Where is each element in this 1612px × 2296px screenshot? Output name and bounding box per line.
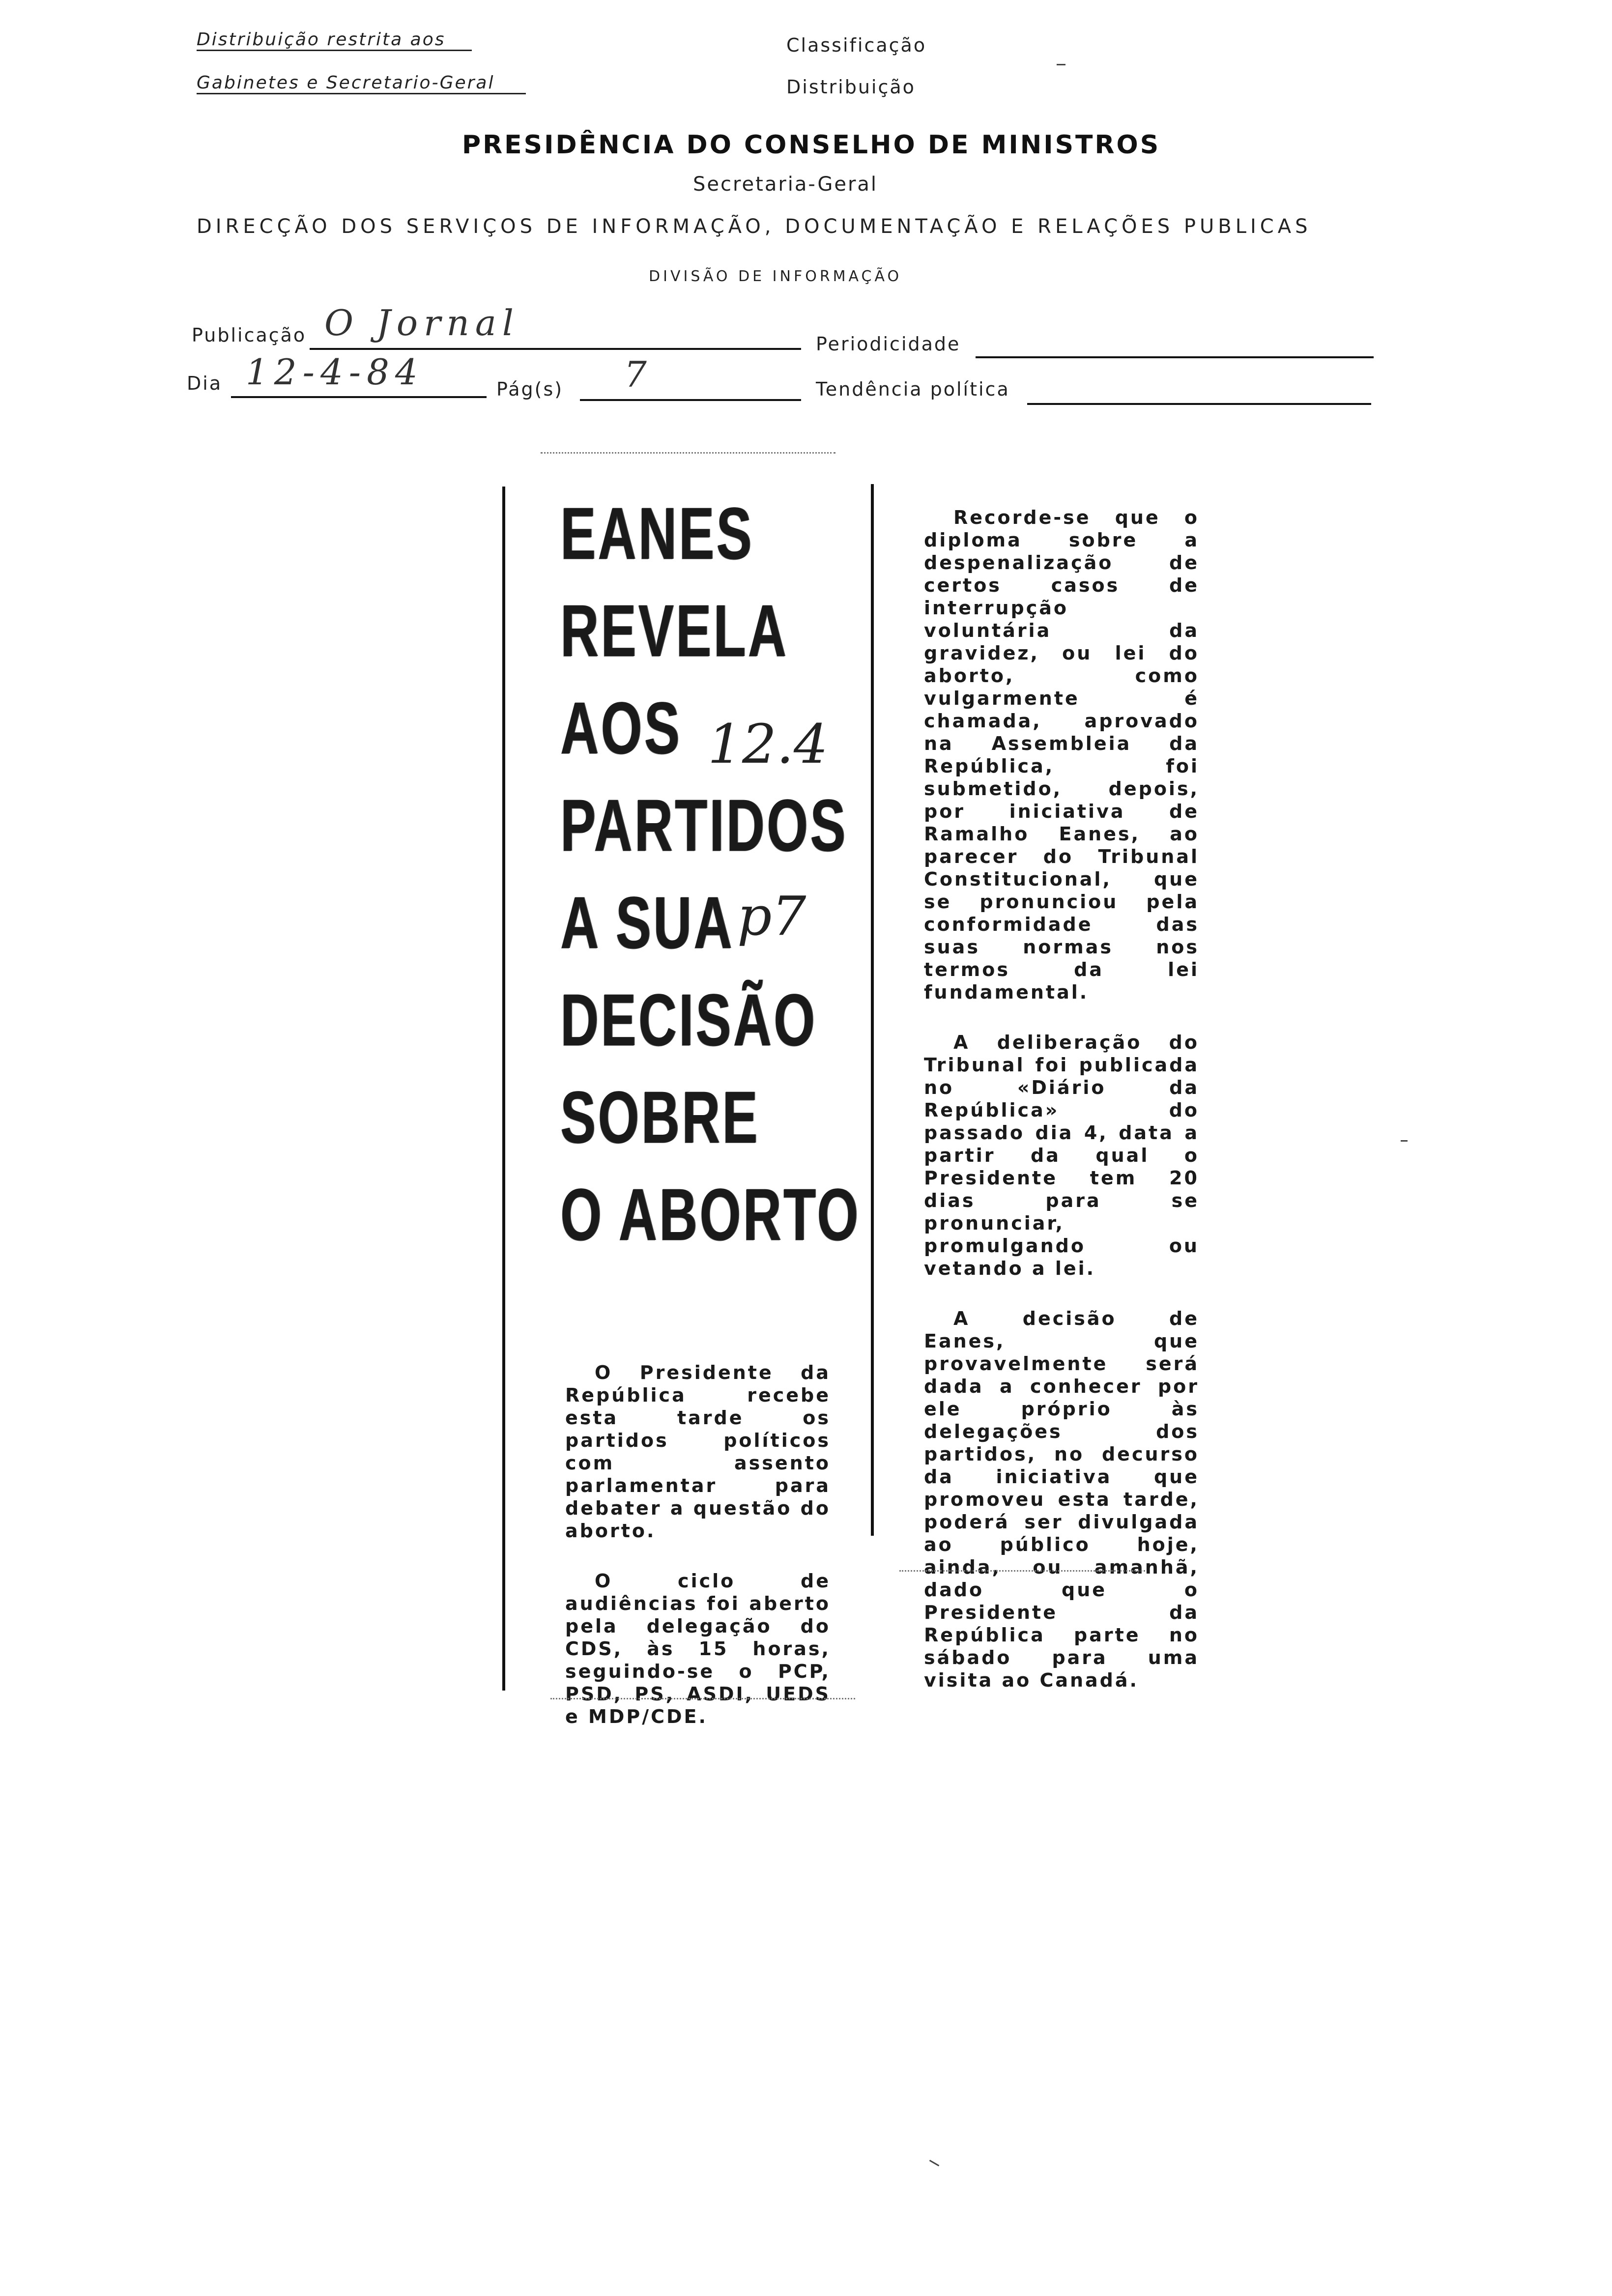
division-label: DIVISÃO DE INFORMAÇÃO [649, 268, 902, 285]
pags-handwritten-value: 7 [624, 354, 653, 395]
secretaria-geral: Secretaria-Geral [693, 173, 878, 196]
clipping-left-rule [502, 487, 505, 1691]
handwritten-annotation: p7 [737, 885, 806, 947]
headline-word: AOS [560, 687, 682, 769]
headline-word: EANES [560, 492, 754, 574]
dia-handwritten-value: 12-4-84 [246, 351, 424, 393]
headline-word: A SUA [560, 881, 734, 964]
headline-word: PARTIDOS [560, 784, 848, 866]
article-paragraph: O ciclo de audiências foi aberto pela delegação do CDS, às 15 horas, seguindo-se o PCP, PSD, PS, ASDI, UEDS e MDP/CDE. [565, 1570, 831, 1727]
classificacao-label: Classificação [786, 34, 927, 56]
pags-label: Pág(s) [496, 378, 564, 400]
periodicidade-field [976, 356, 1374, 358]
dia-field [231, 396, 487, 398]
tendencia-label: Tendência política [816, 378, 1010, 400]
page-title: PRESIDÊNCIA DO CONSELHO DE MINISTROS [462, 130, 1161, 160]
publicacao-handwritten-value: O Jornal [324, 302, 519, 344]
headline [560, 492, 977, 1256]
scan-speck [929, 2160, 940, 2167]
publicacao-field [310, 348, 801, 350]
scan-speck [1401, 1140, 1408, 1142]
clipping-top-edge [541, 452, 835, 454]
distribution-note-line-2: Gabinetes e Secretario-Geral [197, 73, 526, 94]
clipping-bottom-edge [899, 1570, 1145, 1572]
article-paragraph: A decisão de Eanes, que provavelmente será dada a conhecer por ele próprio às delegações dos partidos, no decurso da iniciativa que promoveu esta tarde, poderá ser divulgada ao público hoje, ainda, ou amanhã, dado que o Presidente da República parte no sábado para uma visita ao Canadá. [924, 1308, 1199, 1691]
clipping-bottom-edge [550, 1698, 855, 1699]
handwritten-annotation: 12.4 [708, 713, 828, 775]
article-paragraph: A deliberação do Tribunal foi publicada no «Diário da República» do passado dia 4, data a partir da qual o Presidente tem 20 dias para se pronunciar, promulgando ou vetando a lei. [924, 1032, 1199, 1279]
article-paragraph: Recorde-se que o diploma sobre a despenalização de certos casos de interrupção voluntária da gravidez, ou lei do aborto, como vulgarmente é chamada, aprovado na Assembleia da República, foi submetido, depois, por iniciativa de Ramalho Eanes, ao parecer do Tribunal Constitucional, que se pronunciou pela conformidade das suas normas nos termos da lei fundamental. [924, 507, 1199, 1003]
headline-word: REVELA [560, 589, 788, 672]
distribution-note-line-1: Distribuição restrita aos [197, 29, 472, 51]
article-paragraph: O Presidente da República recebe esta tarde os partidos políticos com assento parlamentar para debater a questão do aborto. [565, 1362, 831, 1542]
periodicidade-label: Periodicidade [816, 333, 961, 355]
headline-word: DECISÃO [560, 978, 817, 1061]
distribuicao-label: Distribuição [786, 76, 916, 98]
headline-word: O ABORTO [560, 1173, 861, 1256]
scan-speck [1057, 64, 1065, 65]
article-right-column [924, 506, 1199, 1719]
headline-word: SOBRE [560, 1076, 760, 1158]
tendencia-field [1027, 403, 1371, 405]
dia-label: Dia [187, 373, 223, 394]
pags-field [580, 399, 801, 401]
article-left-column [565, 1361, 831, 1755]
directorate-line: DIRECÇÃO DOS SERVIÇOS DE INFORMAÇÃO, DOCUMENTAÇÃO E RELAÇÕES PUBLICAS [197, 215, 1312, 238]
publicacao-label: Publicação [192, 324, 307, 346]
